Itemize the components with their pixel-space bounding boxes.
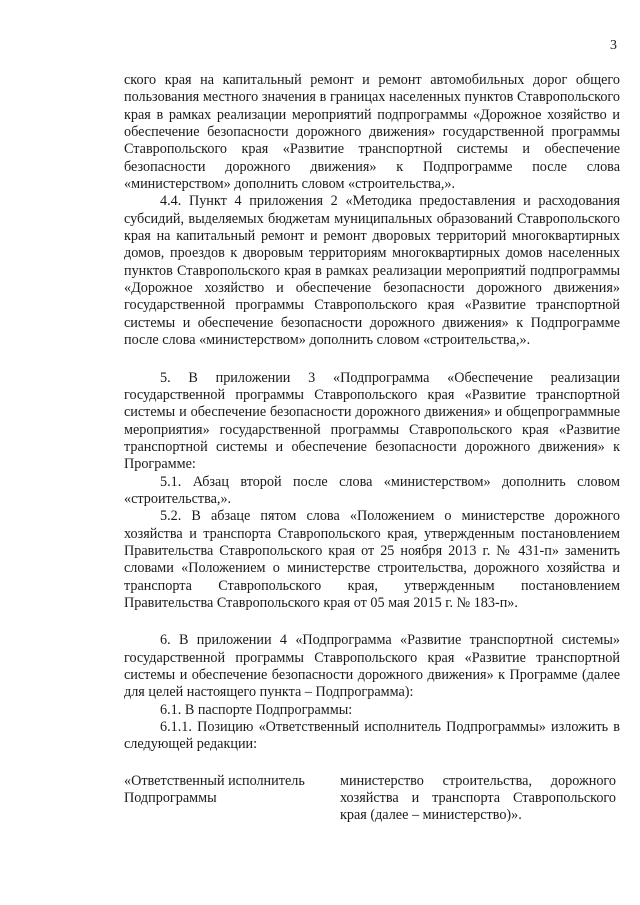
paragraph-5-2: 5.2. В абзаце пятом слова «Положением о министерстве дорожного хозяйства и транспорта Ставропольского края, утвержденным постановлением Правительства Ставропольского края от 25 ноября 2013 г. № 431-п» заменить словами «Положением о министерстве строительства, дорожного хозяйства и транспорта Ставропольского края, утвержденным постановлением Правительства Ставропольского края от 05 мая 2015 г. № 183-п». bbox=[124, 508, 620, 611]
position-table-row bbox=[124, 773, 620, 825]
document-body bbox=[124, 72, 620, 825]
position-label-cell: «Ответственный исполнитель Подпрограммы bbox=[124, 772, 305, 807]
page-number: 3 bbox=[610, 38, 617, 53]
paragraph-5: 5. В приложении 3 «Подпрограмма «Обеспечение реализации государственной программы Ставропольского края «Развитие транспортной системы и обеспечение безопасности дорожного движения» и общепрограммные мероприятия» государственной программы Ставропольского края «Развитие транспортной системы и обеспечение безопасности дорожного движения» к Программе: bbox=[124, 369, 620, 473]
paragraph-continuation: ского края на капитальный ремонт и ремонт автомобильных дорог общего пользования местного значения в границах населенных пунктов Ставропольского края в рамках реализации мероприятий подпрограммы «Дорожное хозяйство и обеспечение безопасности дорожного движения» государственной программы Ставропольского края «Развитие транспортной системы и обеспечение безопасности дорожного движения» к Подпрограмме после слова «министерством» дополнить словом «строительства,». bbox=[124, 72, 620, 193]
spacer bbox=[124, 350, 620, 370]
position-value-cell: министерство строительства, дорожного хозяйства и транспорта Ставропольского края (далее – министерство)». bbox=[340, 772, 616, 824]
paragraph-6: 6. В приложении 4 «Подпрограмма «Развитие транспортной системы» государственной программы Ставропольского края «Развитие транспортной системы и обеспечение безопасности дорожного движения» к Программе (далее для целей настоящего пункта – Подпрограмма): bbox=[124, 632, 620, 701]
paragraph-4-4: 4.4. Пункт 4 приложения 2 «Методика предоставления и расходования субсидий, выделяемых бюджетам муниципальных образований Ставропольского края на капитальный ремонт и ремонт дворовых территорий многоквартирных домов, проездов к дворовым территориям многоквартирных домов населенных пунктов Ставропольского края в рамках реализации мероприятий подпрограммы «Дорожное хозяйство и обеспечение безопасности дорожного движения» государственной программы Ставропольского края «Развитие транспортной системы и обеспечение безопасности дорожного движения» к Подпрограмме после слова «министерством» дополнить словом «строительства,». bbox=[124, 193, 620, 349]
paragraph-6-1-1: 6.1.1. Позицию «Ответственный исполнитель Подпрограммы» изложить в следующей редакции: bbox=[124, 719, 620, 753]
spacer bbox=[124, 612, 620, 632]
paragraph-5-1: 5.1. Абзац второй после слова «министерством» дополнить словом «строительства,». bbox=[124, 473, 620, 507]
paragraph-6-1: 6.1. В паспорте Подпрограммы: bbox=[160, 701, 353, 718]
